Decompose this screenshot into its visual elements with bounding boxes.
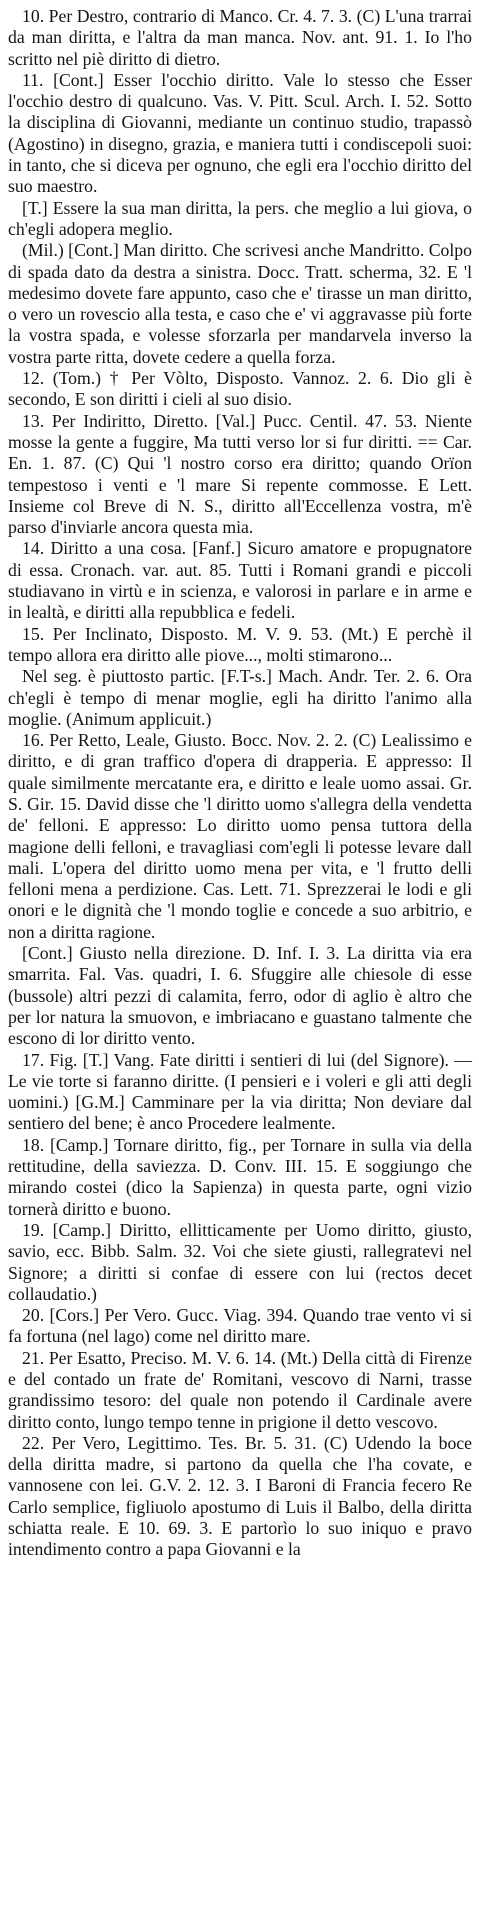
entry-11-sub-man-diritta: [T.] Essere la sua man diritta, la pers. che meglio a lui giova, o ch'egli adopera meglio. xyxy=(8,197,472,239)
entry-18: 18. [Camp.] Tornare diritto, fig., per Tornare in sulla via della rettitudine, della saviezza. D. Conv. III. 15. E soggiungo che mirando costei (dico la Sapienza) in questa parte, ogni vizio tornerà diritto e buono. xyxy=(8,1134,472,1219)
entry-16-sub: [Cont.] Giusto nella direzione. D. Inf. I. 3. La diritta via era smarrita. Fal. Vas. quadri, I. 6. Sfuggire alle chiesole di esse (bussole) altri pezzi di calamita, ferro, odor di aglio è altro che per lor natura la smuovon, e imbriacano e guastano talmente che escono di lor diritto vento. xyxy=(8,943,472,1049)
entry-13: 13. Per Indiritto, Diretto. [Val.] Pucc. Centil. 47. 53. Niente mosse la gente a fuggire, Ma tutti verso lor si fur diritti. == Car. En. 1. 87. (C) Qui 'l nostro corso era diritto; quando Orïon tempestoso i venti e 'l mare Si repente commosse. E Lett. Insieme col Breve di N. S., diritto all'Eccellenza vostra, m'è parso d'inviarle ancora questa mia. xyxy=(8,410,472,538)
entry-22: 22. Per Vero, Legittimo. Tes. Br. 5. 31. (C) Udendo la boce della diritta madre, si partono da quella che l'ha covate, e vannosene con lei. G.V. 2. 12. 3. I Baroni di Francia fecero Re Carlo semplice, figliuolo apostumo di Luis il Balbo, della diritta schiatta reale. E 10. 69. 3. E partorìo lo suo iniquo e pravo intendimento contro a papa Giovanni e la xyxy=(8,1432,472,1560)
entry-19: 19. [Camp.] Diritto, ellitticamente per Uomo diritto, giusto, savio, ecc. Bibb. Salm. 32. Voi che siete giusti, rallegratevi nel Signore; a diritti si confae di essere con lui (rectos decet collaudatio.) xyxy=(8,1219,472,1304)
entry-12: 12. (Tom.) † Per Vòlto, Disposto. Vannoz. 2. 6. Dio gli è secondo, E son diritti i cieli al suo disio. xyxy=(8,368,472,410)
entry-21: 21. Per Esatto, Preciso. M. V. 6. 14. (Mt.) Della città di Firenze e del contado un frate de' Romitani, vescovo di Narni, trasse grandissimo tesoro: del quale non potendo il Cardinale avere diritto conto, lungo tempo tenne in prigione il detto vescovo. xyxy=(8,1347,472,1432)
entry-11-sub-mandritto: (Mil.) [Cont.] Man diritto. Che scrivesi anche Mandritto. Colpo di spada dato da destra a sinistra. Docc. Tratt. scherma, 32. E 'l medesimo dovete fare appunto, caso che e' tirasse un man diritto, o vero un rovescio alla testa, e caso che e' vi aggravasse più forte la vostra spada, e volesse sforzarla per mandarvela inverso la vostra parte ritta, dovete cedere a quella forza. xyxy=(8,240,472,367)
entry-16: 16. Per Retto, Leale, Giusto. Bocc. Nov. 2. 2. (C) Lealissimo e diritto, e di gran traffico d'opera di drapperia. E appresso: Il quale similmente mercatante era, e diritto e leale uomo assai. Gr. S. Gir. 15. David disse che 'l diritto uomo s'allegra della vendetta de' felloni. E appresso: Lo diritto uomo pensa tuttora della magione delli felloni, e travagliasi com'egli li potesse levare dall mali. L'opera del diritto uomo mena per vita, e 'l frutto delli felloni mena a perdizione. Cas. Lett. 71. Sprezzerai le lodi e gli onori e le dignità che 'l mondo toglie e concede a suo arbitrio, e non a diritta ragione. xyxy=(8,730,472,942)
entry-11: 11. [Cont.] Esser l'occhio diritto. Vale lo stesso che Esser l'occhio destro di qualcuno. Vas. V. Pitt. Scul. Arch. I. 52. Sotto la disciplina di Giovanni, mediante un continuo studio, trapassò (Agostino) in disegno, grazia, e maniera tutti i condiscepoli suoi: in tanto, che si diceva per ognuno, che egli era l'occhio diritto del suo maestro. xyxy=(8,69,472,197)
entry-15-sub: Nel seg. è piuttosto partic. [F.T-s.] Mach. Andr. Ter. 2. 6. Ora ch'egli è tempo di menar moglie, egli ha diritto l'animo alla moglie. (Animum applicuit.) xyxy=(8,666,472,729)
entry-14: 14. Diritto a una cosa. [Fanf.] Sicuro amatore e propugnatore di essa. Cronach. var. aut. 85. Tutti i Romani grandi e piccoli studiavano in virtù e in scienza, e valorosi in parlare e in arme e in lealtà, e diritti alla repubblica e fedeli. xyxy=(8,538,472,623)
entry-17: 17. Fig. [T.] Vang. Fate diritti i sentieri di lui (del Signore). — Le vie torte si faranno diritte. (I pensieri e i voleri e gli atti degli uomini.) [G.M.] Camminare per la via diritta; Non deviare dal sentiero del bene; è anco Procedere lealmente. xyxy=(8,1049,472,1134)
entry-20: 20. [Cors.] Per Vero. Gucc. Viag. 394. Quando trae vento vi si fa fortuna (nel lago) come nel diritto mare. xyxy=(8,1305,472,1347)
entry-15: 15. Per Inclinato, Disposto. M. V. 9. 53. (Mt.) E perchè il tempo allora era diritto alle piove..., molti stimarono... xyxy=(8,623,472,665)
entry-10: 10. Per Destro, contrario di Manco. Cr. 4. 7. 3. (C) L'una trarrai da man diritta, e l'altra da man manca. Nov. ant. 91. 1. Io l'ho scritto nel piè diritto di dietro. xyxy=(8,6,472,69)
